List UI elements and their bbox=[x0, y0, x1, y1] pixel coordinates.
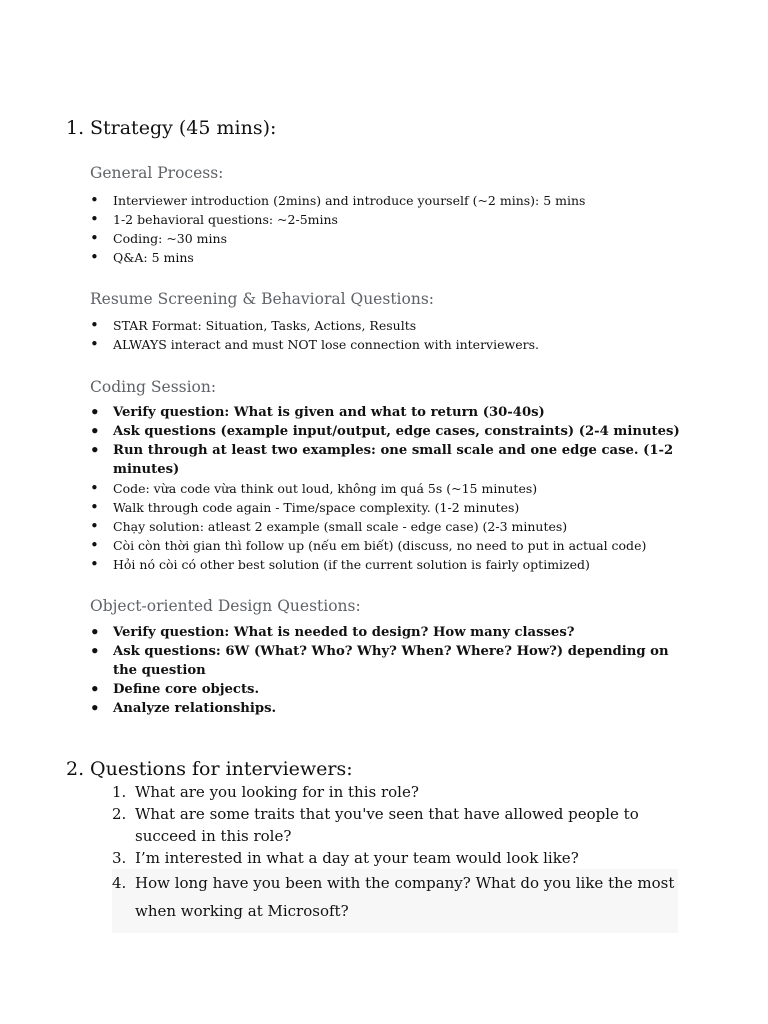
list-item-number: 2. bbox=[112, 805, 127, 823]
list-item bbox=[112, 803, 678, 847]
list-item: • Hỏi nó còi có other best solution (if the current solution is fairly optimized) bbox=[90, 555, 680, 574]
list-item: • Verify question: What is needed to design? How many classes? bbox=[90, 623, 680, 642]
list-item: • Chạy solution: atleast 2 example (small scale - edge case) (2-3 minutes) bbox=[90, 517, 680, 536]
list-item: • Q&A: 5 mins bbox=[90, 248, 680, 267]
list-item: • Coding: ~30 mins bbox=[90, 229, 680, 248]
general-process-list bbox=[90, 191, 680, 267]
section-2-title: Questions for interviewers: bbox=[90, 758, 353, 780]
section-1-title: Strategy (45 mins): bbox=[90, 117, 277, 139]
section-1-number: 1. bbox=[66, 117, 85, 139]
list-item-number: 1. bbox=[112, 783, 127, 801]
coding-session-list bbox=[90, 403, 680, 574]
list-item: • Code: vừa code vừa think out loud, không im quá 5s (~15 minutes) bbox=[90, 479, 680, 498]
interviewer-questions-list bbox=[112, 781, 678, 933]
list-item-text: How long have you been with the company? What do you like the most when working at Microsoft? bbox=[135, 874, 675, 920]
list-item: • Ask questions (example input/output, edge cases, constraints) (2-4 minutes) bbox=[90, 422, 680, 441]
coding-session-heading: Coding Session: bbox=[90, 378, 217, 396]
list-item-text: What are some traits that you've seen that have allowed people to succeed in this role? bbox=[135, 805, 639, 845]
list-item-text: What are you looking for in this role? bbox=[135, 783, 419, 801]
list-item: • Run through at least two examples: one small scale and one edge case. (1-2 minutes) bbox=[90, 441, 680, 479]
section-1-heading bbox=[66, 116, 276, 140]
section-2-number: 2. bbox=[66, 758, 85, 780]
ood-questions-heading: Object-oriented Design Questions: bbox=[90, 597, 361, 615]
list-item bbox=[112, 847, 678, 869]
resume-screening-heading: Resume Screening & Behavioral Questions: bbox=[90, 290, 434, 308]
ood-questions-list bbox=[90, 623, 680, 718]
list-item: • Analyze relationships. bbox=[90, 699, 680, 718]
list-item: • Còi còn thời gian thì follow up (nếu em biết) (discuss, no need to put in actual code) bbox=[90, 536, 680, 555]
list-item bbox=[112, 869, 678, 933]
list-item-text: I’m interested in what a day at your team would look like? bbox=[135, 849, 579, 867]
list-item: • STAR Format: Situation, Tasks, Actions, Results bbox=[90, 316, 680, 335]
list-item-number: 3. bbox=[112, 849, 127, 867]
list-item-number: 4. bbox=[112, 874, 127, 892]
general-process-heading: General Process: bbox=[90, 164, 224, 182]
list-item: • Define core objects. bbox=[90, 680, 680, 699]
resume-screening-list bbox=[90, 316, 680, 354]
list-item: • ALWAYS interact and must NOT lose connection with interviewers. bbox=[90, 335, 680, 354]
list-item: • 1-2 behavioral questions: ~2-5mins bbox=[90, 210, 680, 229]
list-item: • Walk through code again - Time/space complexity. (1-2 minutes) bbox=[90, 498, 680, 517]
list-item: • Ask questions: 6W (What? Who? Why? When? Where? How?) depending on the question bbox=[90, 642, 680, 680]
list-item: • Verify question: What is given and what to return (30-40s) bbox=[90, 403, 680, 422]
list-item bbox=[112, 781, 678, 803]
section-2-heading bbox=[66, 757, 353, 781]
list-item: • Interviewer introduction (2mins) and introduce yourself (~2 mins): 5 mins bbox=[90, 191, 680, 210]
